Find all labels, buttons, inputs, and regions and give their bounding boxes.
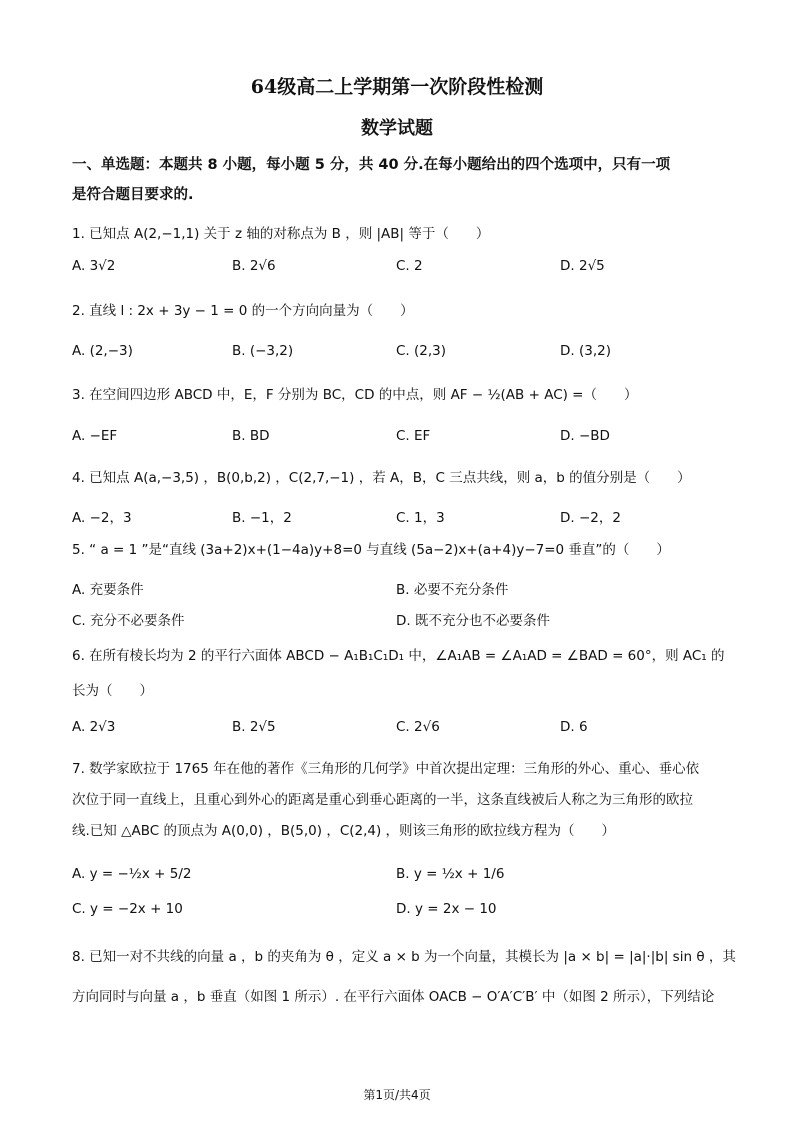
question-4-option-d: D. −2，2: [560, 510, 621, 526]
question-3-option-c: C. EF: [396, 428, 431, 444]
question-7-option-d: D. y = 2x − 10: [396, 901, 497, 917]
question-1-option-c: C. 2: [396, 258, 423, 274]
question-5-option-b: B. 必要不充分条件: [396, 582, 509, 598]
question-8-stem-cont: 方向同时与向量 a ，b 垂直（如图 1 所示）. 在平行六面体 OACB − O′A′C′B′ 中（如图 2 所示），下列结论: [72, 989, 715, 1005]
question-4-stem: 4. 已知点 A(a,−3,5) ，B(0,b,2) ，C(2,7,−1) ，若 A，B，C 三点共线，则 a，b 的值分别是（ ）: [72, 470, 691, 486]
question-5-option-c: C. 充分不必要条件: [72, 613, 185, 629]
question-6-stem-cont: 长为（ ）: [72, 683, 153, 699]
question-4-option-c: C. 1，3: [396, 510, 445, 526]
exam-subtitle: 数学试题: [361, 118, 433, 139]
page-footer: 第1页/共4页: [363, 1088, 431, 1102]
question-1-option-a: A. 3√2: [72, 258, 116, 274]
question-7-option-a: A. y = −½x + 5/2: [72, 866, 192, 882]
question-1-stem: 1. 已知点 A(2,−1,1) 关于 z 轴的对称点为 B ，则 |AB| 等于（ ）: [72, 226, 490, 242]
question-7-option-b: B. y = ½x + 1/6: [396, 866, 505, 882]
question-2-option-a: A. (2,−3): [72, 343, 133, 359]
question-6-option-d: D. 6: [560, 719, 588, 735]
question-2-option-d: D. (3,2): [560, 343, 611, 359]
section-instruction-line2: 是符合题目要求的.: [72, 187, 194, 203]
question-2-option-b: B. (−3,2): [232, 343, 294, 359]
question-7-stem-cont1: 次位于同一直线上，且重心到外心的距离是重心到垂心距离的一半，这条直线被后人称之为三角形的欧拉: [72, 792, 693, 808]
question-5-option-a: A. 充要条件: [72, 582, 144, 598]
question-5-stem: 5. “ a = 1 ”是“直线 (3a+2)x+(1−4a)y+8=0 与直线 (5a−2)x+(a+4)y−7=0 垂直”的（ ）: [72, 542, 670, 558]
question-7-stem: 7. 数学家欧拉于 1765 年在他的著作《三角形的几何学》中首次提出定理：三角形的外心、重心、垂心依: [72, 761, 700, 777]
question-6-option-a: A. 2√3: [72, 719, 116, 735]
question-2-option-c: C. (2,3): [396, 343, 447, 359]
question-5-option-d: D. 既不充分也不必要条件: [396, 613, 550, 629]
question-3-option-a: A. −EF: [72, 428, 118, 444]
question-8-stem: 8. 已知一对不共线的向量 a ，b 的夹角为 θ ，定义 a × b 为一个向量，其模长为 |a × b| = |a|·|b| sin θ ，其: [72, 949, 736, 965]
question-1-option-b: B. 2√6: [232, 258, 276, 274]
question-7-option-c: C. y = −2x + 10: [72, 901, 183, 917]
question-6-stem: 6. 在所有棱长均为 2 的平行六面体 ABCD − A₁B₁C₁D₁ 中，∠A₁AB = ∠A₁AD = ∠BAD = 60°，则 AC₁ 的: [72, 648, 725, 664]
exam-title: 64级高二上学期第一次阶段性检测: [250, 76, 544, 98]
question-4-option-a: A. −2，3: [72, 510, 132, 526]
question-4-option-b: B. −1，2: [232, 510, 292, 526]
question-6-option-c: C. 2√6: [396, 719, 440, 735]
question-7-stem-cont2: 线.已知 △ABC 的顶点为 A(0,0) ，B(5,0) ，C(2,4) ，则该三角形的欧拉线方程为（ ）: [72, 823, 616, 839]
question-3-stem: 3. 在空间四边形 ABCD 中，E，F 分别为 BC，CD 的中点，则 AF − ½(AB + AC) =（ ）: [72, 387, 638, 403]
question-1-option-d: D. 2√5: [560, 258, 605, 274]
section-instruction-line1: 一、单选题：本题共 8 小题，每小题 5 分，共 40 分.在每小题给出的四个选项中，只有一项: [72, 157, 671, 173]
question-2-stem: 2. 直线 l : 2x + 3y − 1 = 0 的一个方向向量为（ ）: [72, 303, 414, 319]
question-3-option-d: D. −BD: [560, 428, 610, 444]
question-3-option-b: B. BD: [232, 428, 270, 444]
question-6-option-b: B. 2√5: [232, 719, 276, 735]
